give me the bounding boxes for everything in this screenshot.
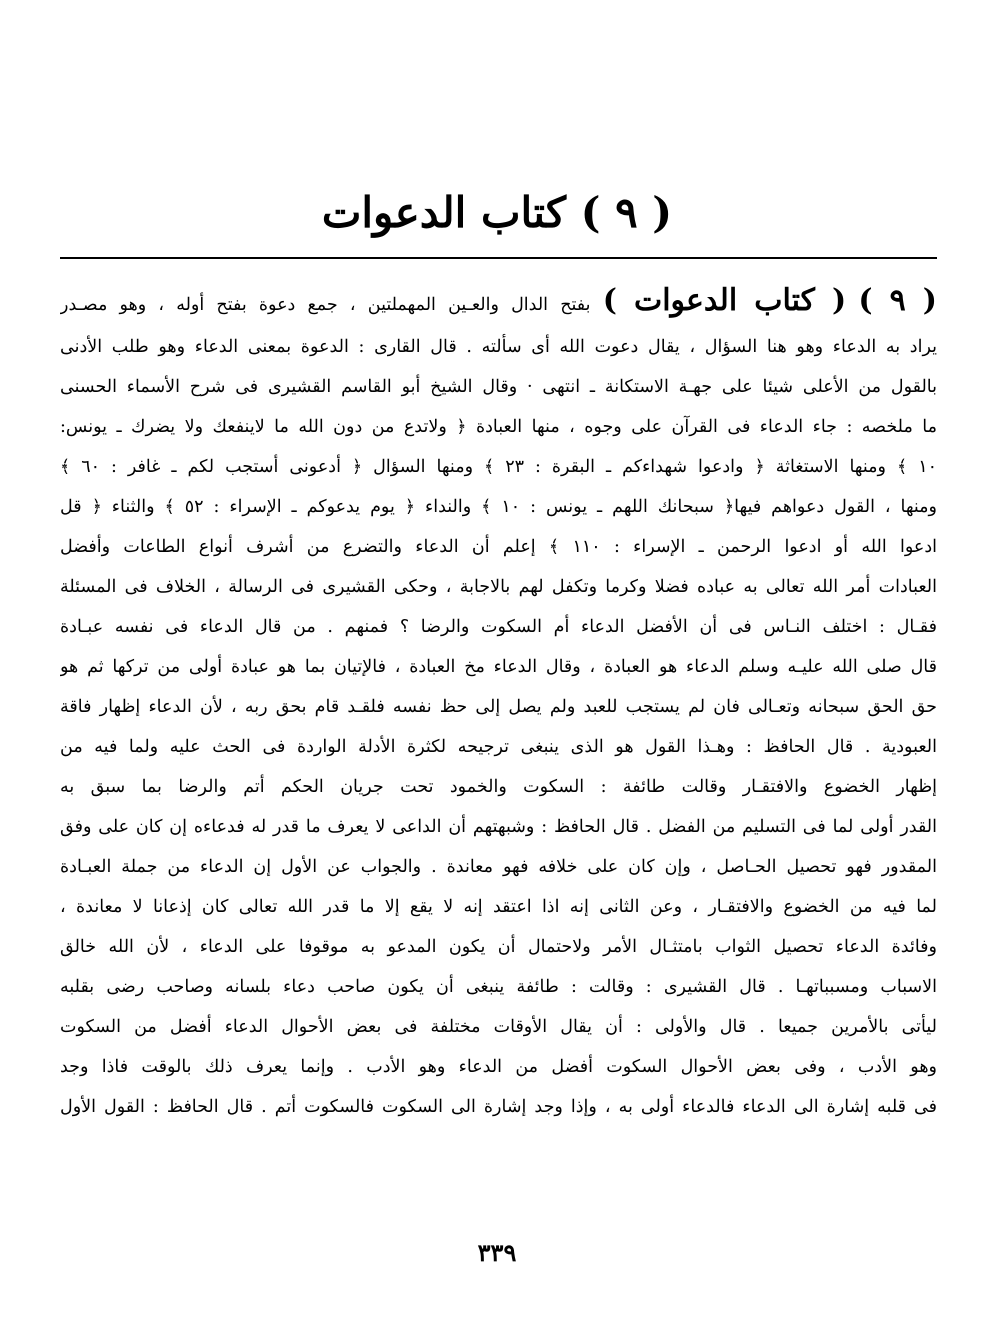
- section-heading: ( كتاب الدعوات ): [602, 283, 847, 318]
- text-line: القدر أولى لما فى التسليم من الفضل . قال الحافظ : وشبهتهم أن الداعى لا يعرف ما قدر له فدعاءه إن كان على وفق: [60, 817, 937, 837]
- text-line: قال صلى الله عليـه وسلم الدعاء هو العبادة ، وقال الدعاء مخ العبادة ، فالإتيان بما هو عبادة أولى من تركها ثم هو: [60, 657, 937, 677]
- text-line: فى قلبه إشارة الى الدعاء فالدعاء أولى به ، وإذا وجد إشارة الى السكوت فالسكوت أتم . قال الحافظ : القول الأول: [60, 1097, 937, 1117]
- text-line: ليأتى بالأمرين جميعا . قال والأولى : أن يقال الأوقات مختلفة فى بعض الأحوال الدعاء أفضل من السكوت: [60, 1017, 937, 1037]
- section-number: ( ٩ ): [858, 283, 937, 318]
- body-text: [60, 275, 937, 1127]
- text-line: إظهار الخضوع والافتقـار وقالت طائفة : السكوت والخمود تحت جريان الحكم أتم والرضا بما سبق به: [60, 777, 937, 797]
- text-line: العبادات أمر الله تعالى به عباده فضلا وكرما وتكفل لهم بالاجابة ، وحكى القشيرى فى الرسالة ، الخلاف فى المسئلة: [60, 577, 937, 597]
- text-line: العبودية . قال الحافظ : وهـذا القول هو الذى ينبغى ترجيحه لكثرة الأدلة الواردة فى الحث عليه ولما فيه من: [60, 737, 937, 757]
- text-line: ادعوا الله أو ادعوا الرحمن ـ الإسراء : ١١٠ ﴾ إعلم أن الدعاء والتضرع من أشرف أنواع الطاعات وأفضل: [60, 537, 937, 557]
- text-line: فقـال : اختلف النـاس فى أن الأفضل الدعاء أم السكوت والرضا ؟ فمنهم . من قال الدعاء فى نفسه عبـادة: [60, 617, 937, 637]
- text-line: ١٠ ﴾ ومنها الاستغاثة ﴿ وادعوا شهداءكم ـ البقرة : ٢٣ ﴾ ومنها السؤال ﴿ أدعونى أستجب لكم ـ غافر : ٦٠ ﴾: [60, 457, 937, 477]
- text-line: المقدور فهو تحصيل الحـاصل ، وإن كان على خلافه فهو معاندة . والجواب عن الأول إن الدعاء من جملة العبـادة: [60, 857, 937, 877]
- title-divider: [60, 257, 937, 259]
- text-line: [60, 275, 937, 327]
- text-line: وهو الأدب ، وفى بعض الأحوال السكوت أفضل من الدعاء وهو الأدب . وإنما يعرف ذلك بالوقت فاذا وجد: [60, 1057, 937, 1077]
- chapter-title: ( ٩ ) كتاب الدعوات: [321, 188, 673, 237]
- page-number: ٣٣٩: [477, 1238, 517, 1267]
- text-line: بالقول من الأعلى شيئا على جهـة الاستكانة ـ انتهى · وقال الشيخ أبو القاسم القشيرى فى شرح الأسماء الحسنى: [60, 377, 937, 397]
- text-line-rest: بفتح الدال والعـين المهملتين ، جمع دعوة بفتح أوله ، وهو مصـدر: [60, 295, 591, 315]
- text-line: حق الحق سبحانه وتعـالى فان لم يستجب للعبد ولم يصل إلى حظ نفسه فلقـد قام بحق ربه ، لأن الدعاء إظهار فاقة: [60, 697, 937, 717]
- text-line: ومنها ، القول دعواهم فيها﴿ سبحانك اللهم ـ يونس : ١٠ ﴾ والنداء ﴿ يوم يدعوكم ـ الإسراء : ٥٢ ﴾ والثناء ﴿ قل: [60, 497, 937, 517]
- text-line: ما ملخصه : جاء الدعاء فى القرآن على وجوه ، منها العبادة ﴿ ولاتدع من دون الله ما لاينفعك ولا يضرك ـ يونس:: [60, 417, 937, 437]
- text-line: الاسباب ومسبباتهـا . قال القشيرى : وقالت : طائفة ينبغى أن يكون صاحب دعاء بلسانه وصاحب رضى بقلبه: [60, 977, 937, 997]
- text-line: لما فيه من الخضوع والافتقـار ، وعن الثانى إنه اذا اعتقد إنه لا يقع إلا ما قدر الله تعالى كان إذعانا لا معاندة ،: [60, 897, 937, 917]
- text-line: يراد به الدعاء وهو هنا السؤال ، يقال دعوت الله أى سألته . قال القارى : الدعوة بمعنى الدعاء وهو طلب الأدنى: [60, 337, 937, 357]
- text-line: وفائدة الدعاء تحصيل الثواب بامتثـال الأمر ولاحتمال أن يكون المدعو به موقوفا على الدعاء ، لأن الله خالق: [60, 937, 937, 957]
